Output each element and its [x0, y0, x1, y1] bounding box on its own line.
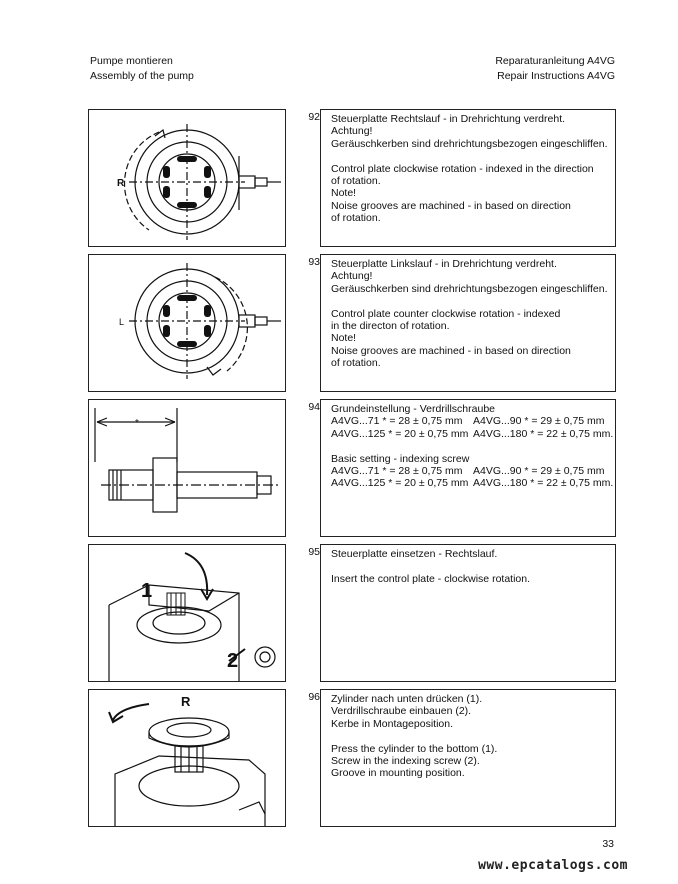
figure-label: *	[135, 418, 139, 429]
step-number: 92	[308, 111, 320, 123]
figure-label: L	[119, 317, 125, 327]
step-text-box	[320, 254, 616, 392]
table-cell: A4VG...71 * = 28 ± 0,75 mm	[331, 415, 463, 428]
table-cell: A4VG...90 * = 29 ± 0,75 mm	[473, 415, 605, 428]
text-line: Achtung!	[331, 270, 373, 283]
spacer	[331, 150, 615, 162]
text-line: Noise grooves are machined - in based on direction	[331, 199, 571, 212]
text-line: Note!	[331, 187, 357, 200]
table-row	[331, 477, 615, 489]
table-cell: A4VG...71 * = 28 ± 0,75 mm	[331, 465, 463, 478]
spacer	[331, 295, 615, 307]
text-line: Screw in the indexing screw (2).	[331, 755, 480, 768]
figure-indexing-screw	[88, 399, 286, 537]
figure-insert-control-plate	[88, 544, 286, 682]
text-line: Geräuschkerben sind drehrichtungsbezogen eingeschliffen.	[331, 282, 608, 295]
figure-label: R	[181, 694, 191, 709]
header-right	[495, 54, 615, 84]
step-number: 93	[308, 256, 320, 268]
table-cell: A4VG...90 * = 29 ± 0,75 mm	[473, 465, 605, 478]
text-line: Groove in mounting position.	[331, 767, 465, 780]
table-row	[331, 428, 615, 440]
text-line: Verdrillschraube einbauen (2).	[331, 705, 472, 718]
text-line: Geräuschkerben sind drehrichtungsbezogen eingeschliffen.	[331, 137, 608, 150]
table-cell: A4VG...180 * = 22 ± 0,75 mm.	[473, 477, 614, 490]
text-line: Basic setting - indexing screw	[331, 452, 470, 465]
figure-control-plate-clockwise	[88, 109, 286, 247]
figure-label: 1	[141, 580, 153, 602]
table-cell: A4VG...125 * = 20 ± 0,75 mm	[331, 477, 469, 490]
step-row	[88, 689, 616, 827]
text-line: Grundeinstellung - Verdrillschraube	[331, 403, 496, 415]
step-text-box	[320, 689, 616, 827]
step-number: 95	[308, 546, 320, 558]
header-left	[90, 54, 194, 84]
text-line: Press the cylinder to the bottom (1).	[331, 742, 498, 755]
spacer	[331, 730, 615, 742]
step-text-box	[320, 109, 616, 247]
text-line: of rotation.	[331, 212, 381, 225]
table-row	[331, 415, 615, 427]
figure-control-plate-counter-clockwise	[88, 254, 286, 392]
figure-label: R	[117, 178, 125, 189]
text-line: Control plate clockwise rotation - indexed in the direction	[331, 162, 594, 175]
step-row	[88, 109, 616, 247]
step-text-box	[320, 544, 616, 682]
step-number: 96	[308, 691, 320, 703]
step-row	[88, 399, 616, 537]
manual-title-en: Repair Instructions A4VG	[497, 70, 615, 82]
text-line: Control plate counter clockwise rotation - indexed	[331, 307, 561, 320]
table-cell: A4VG...125 * = 20 ± 0,75 mm	[331, 427, 469, 440]
section-title-en: Assembly of the pump	[90, 70, 194, 82]
text-line: Insert the control plate - clockwise rotation.	[331, 572, 531, 585]
figure-label: 2	[227, 650, 239, 672]
step-row	[88, 544, 616, 682]
text-line: of rotation.	[331, 175, 381, 188]
step-text-box	[320, 399, 616, 537]
section-title-de: Pumpe montieren	[90, 55, 173, 67]
page-number: 33	[602, 838, 614, 850]
step-row	[88, 254, 616, 392]
text-line: Noise grooves are machined - in based on direction	[331, 344, 571, 357]
table-row	[331, 465, 615, 477]
spacer	[331, 560, 615, 572]
table-cell: A4VG...180 * = 22 ± 0,75 mm.	[473, 427, 614, 440]
watermark: www.epcatalogs.com	[478, 858, 628, 873]
spacer	[331, 440, 615, 452]
text-line: Achtung!	[331, 125, 373, 138]
manual-title-de: Reparaturanleitung A4VG	[495, 55, 615, 67]
text-line: Steuerplatte Linkslauf - in Drehrichtung verdreht.	[331, 258, 557, 270]
text-line: Steuerplatte Rechtslauf - in Drehrichtung verdreht.	[331, 113, 566, 125]
text-line: Zylinder nach unten drücken (1).	[331, 693, 483, 705]
text-line: of rotation.	[331, 357, 381, 370]
text-line: in the directon of rotation.	[331, 320, 450, 333]
text-line: Steuerplatte einsetzen - Rechtslauf.	[331, 548, 498, 560]
text-line: Note!	[331, 332, 357, 345]
step-number: 94	[308, 401, 320, 413]
text-line: Kerbe in Montageposition.	[331, 717, 453, 730]
figure-press-cylinder	[88, 689, 286, 827]
